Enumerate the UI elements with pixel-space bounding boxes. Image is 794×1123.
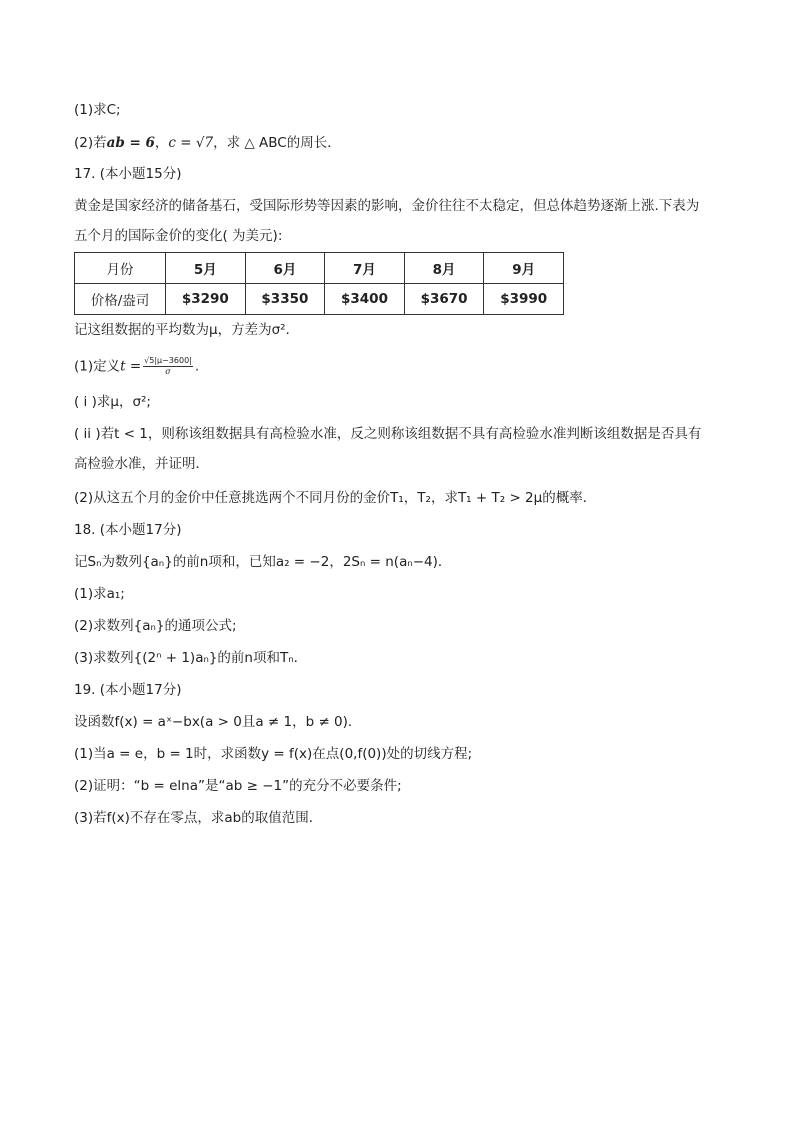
table-cell: $3290	[166, 284, 246, 315]
q16-part2: (2)若ab = 6，c = √7，求 △ ABC的周长．	[74, 135, 341, 151]
gold-price-table	[74, 252, 564, 315]
q19-part3: (3)若f(x)不存在零点，求ab的取值范围．	[74, 810, 323, 826]
q19-heading: 19. (本小题17分)	[74, 682, 182, 698]
q19-part1: (1)当a = e，b = 1时，求函数y = f(x)在点(0,f(0))处的切线方程;	[74, 746, 473, 762]
table-header-cell: 7月	[325, 253, 405, 284]
q17-sub-ii-line1: ( ii )若t < 1，则称该组数据具有高检验水准，反之则称该组数据不具有高检验水准判断该组数据是否具有	[74, 426, 702, 442]
table-cell: $3990	[484, 284, 564, 315]
q17-heading: 17. (本小题15分)	[74, 166, 182, 182]
q17-intro-line2: 五个月的国际金价的变化( 为美元):	[74, 228, 283, 244]
table-row	[75, 253, 564, 284]
q17-sub-ii-line2: 高检验水准，并证明．	[74, 456, 209, 472]
q17-define: (1)定义t = $\frac{√5|\mu-3600|}{\sigma}$ .	[74, 356, 200, 376]
table-header-cell: 5月	[166, 253, 246, 284]
q17-stat-line: 记这组数据的平均数为μ，方差为σ².	[74, 322, 290, 338]
table-cell: $3670	[404, 284, 484, 315]
q17-intro-line1: 黄金是国家经济的储备基石，受国际形势等因素的影响，金价往往不太稳定，但总体趋势逐渐上涨.下表为	[74, 198, 700, 214]
table-header-cell: 月份	[75, 253, 166, 284]
table-header-cell: 8月	[404, 253, 484, 284]
table-cell: 价格/盎司	[75, 284, 166, 315]
table-header-cell: 6月	[245, 253, 325, 284]
q17-sub-i: ( i )求μ，σ²;	[74, 394, 151, 410]
q18-part3: (3)求数列{(2ⁿ + 1)aₙ}的前n项和Tₙ．	[74, 650, 308, 666]
q18-heading: 18. (本小题17分)	[74, 522, 182, 538]
q16-part1: (1)求C;	[74, 102, 121, 118]
q17-part2: (2)从这五个月的金价中任意挑选两个不同月份的金价T₁，T₂，求T₁ + T₂ > 2μ的概率．	[74, 490, 597, 506]
q18-part2: (2)求数列{aₙ}的通项公式;	[74, 618, 237, 634]
q18-intro: 记Sₙ为数列{aₙ}的前n项和，已知a₂ = −2，2Sₙ = n(aₙ−4)．	[74, 554, 452, 570]
t-fraction: $\frac{√5|\mu-3600|}{\sigma}$	[144, 356, 192, 376]
q19-part2: (2)证明：“b = elna”是“ab ≥ −1”的充分不必要条件;	[74, 778, 402, 794]
table-cell: $3400	[325, 284, 405, 315]
table-row	[75, 284, 564, 315]
table-cell: $3350	[245, 284, 325, 315]
q19-intro: 设函数f(x) = aˣ−bx(a > 0且a ≠ 1，b ≠ 0)．	[74, 714, 362, 730]
table-header-cell: 9月	[484, 253, 564, 284]
q18-part1: (1)求a₁;	[74, 586, 125, 602]
